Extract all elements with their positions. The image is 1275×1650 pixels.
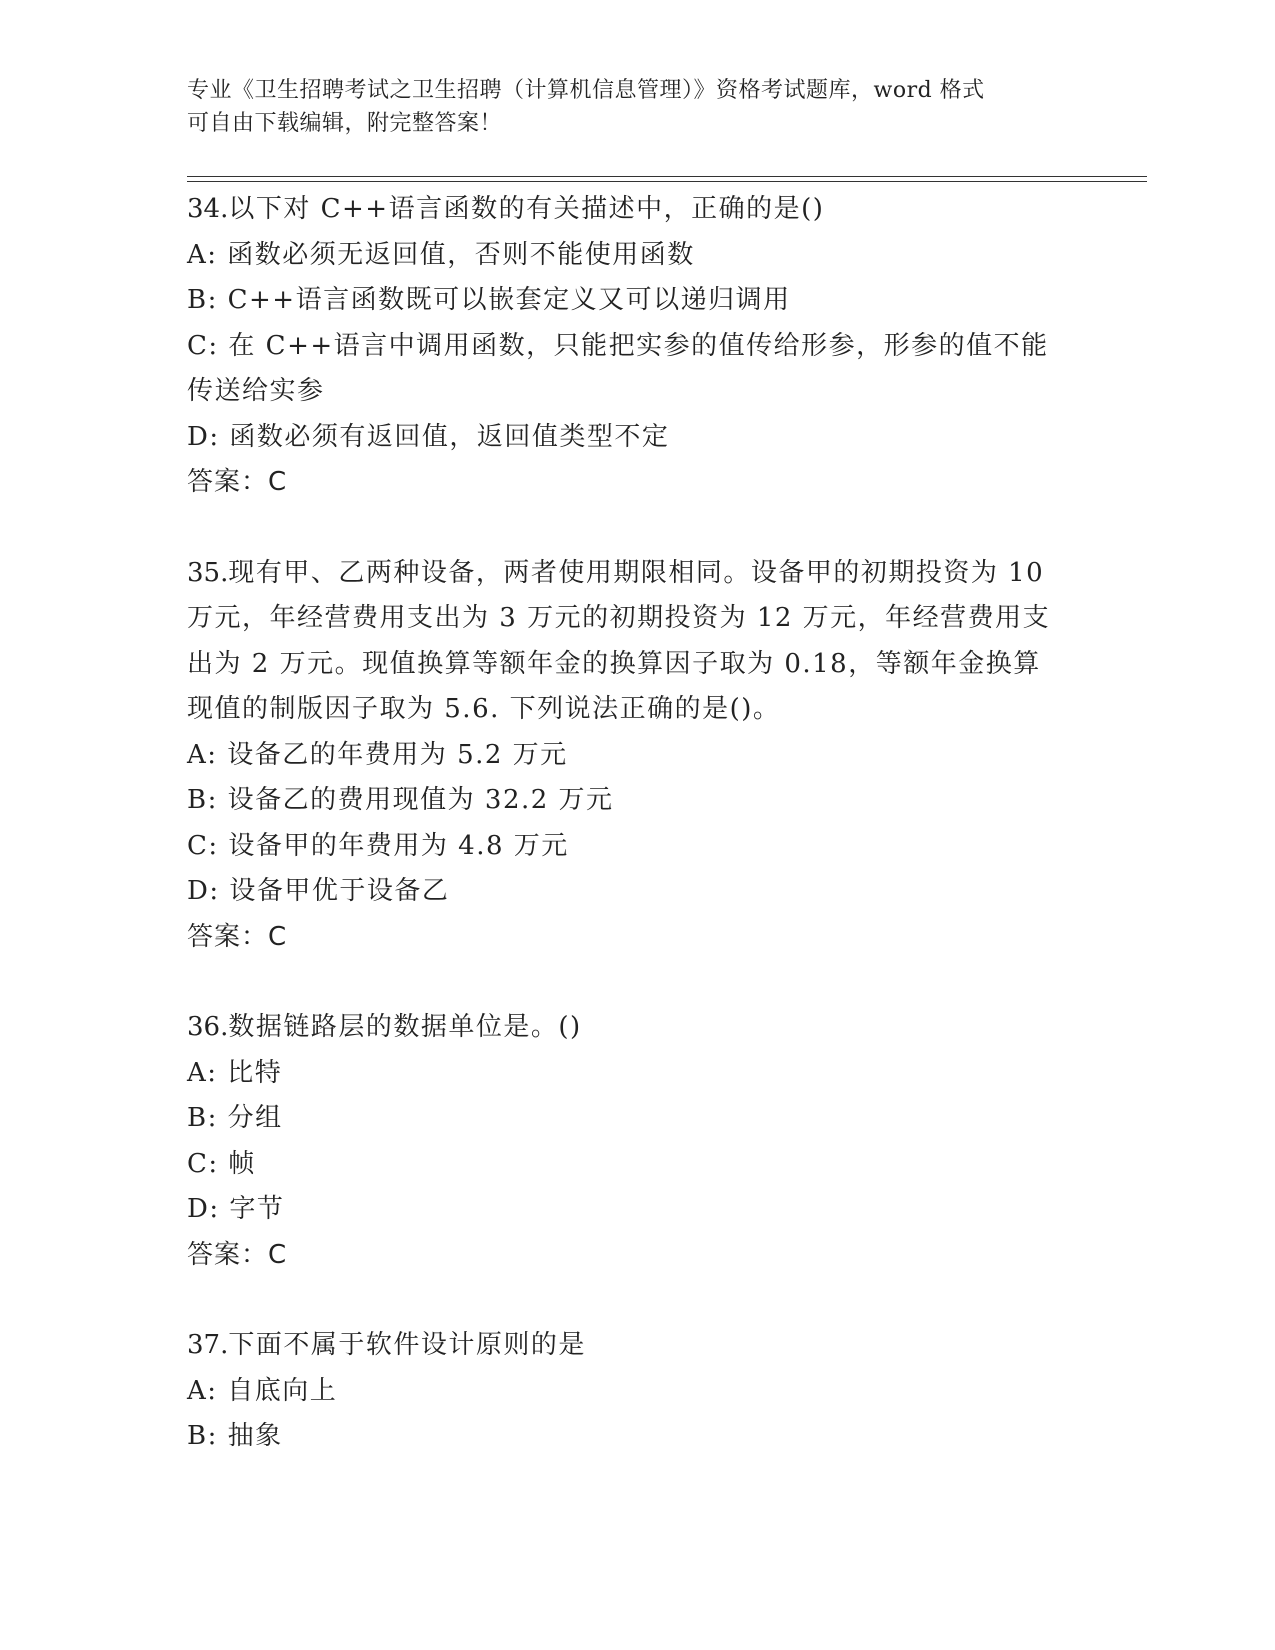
question-37 — [187, 1323, 1067, 1460]
option-c: C: 设备甲的年费用为 4.8 万元 — [187, 830, 569, 861]
question-number: 37. — [187, 1330, 229, 1360]
question-stem — [187, 187, 1067, 233]
option-a: A: 自底向上 — [187, 1375, 338, 1406]
option-d: D: 设备甲优于设备乙 — [187, 876, 450, 906]
question-text: 现有甲、乙两种设备，两者使用期限相同。设备甲的初期投资为 10 万元，年经营费用支出为 3 万元的初期投资为 12 万元，年经营费用支出为 2 万元。现值换算等额年金的换算因子取为 0.18，等额年金换算现值的制版因子取为 5.6. 下列说法正确的是()。 — [187, 557, 1051, 724]
question-number: 35. — [187, 557, 229, 588]
option-d: D: 字节 — [187, 1194, 285, 1224]
option-b: B: 抽象 — [187, 1421, 283, 1451]
question-text: 数据链路层的数据单位是。() — [228, 1012, 582, 1042]
question-text: 以下对 C++语言函数的有关描述中，正确的是() — [228, 194, 825, 224]
question-number: 36. — [187, 1012, 229, 1042]
option-a: A: 函数必须无返回值，否则不能使用函数 — [187, 239, 695, 270]
header-rule-bottom — [187, 181, 1147, 182]
header-rule-top — [187, 176, 1147, 177]
option-c: C: 帧 — [187, 1148, 256, 1179]
question-list — [187, 187, 1067, 1505]
header-line-1: 专业《卫生招聘考试之卫生招聘（计算机信息管理）》资格考试题库，word 格式 — [187, 78, 985, 103]
option-c: C: 在 C++语言中调用函数，只能把实参的值传给形参，形参的值不能传送给实参 — [187, 330, 1049, 406]
option-d: D: 函数必须有返回值，返回值类型不定 — [187, 421, 670, 452]
question-35 — [187, 551, 1067, 961]
option-b: B: 分组 — [187, 1103, 283, 1133]
document-header — [187, 74, 1067, 140]
header-line-2: 可自由下载编辑，附完整答案！ — [187, 111, 503, 136]
option-a: A: 设备乙的年费用为 5.2 万元 — [187, 739, 568, 770]
answer: 答案：C — [187, 1239, 288, 1270]
question-stem — [187, 1323, 1067, 1369]
answer: 答案：C — [187, 467, 288, 497]
question-34 — [187, 187, 1067, 506]
question-stem — [187, 1005, 1067, 1051]
option-a: A: 比特 — [187, 1057, 283, 1088]
answer: 答案：C — [187, 921, 288, 952]
question-stem — [187, 551, 1067, 733]
question-number: 34. — [187, 194, 229, 224]
question-36 — [187, 1005, 1067, 1278]
option-b: B: 设备乙的费用现值为 32.2 万元 — [187, 785, 614, 815]
question-text: 下面不属于软件设计原则的是 — [228, 1330, 586, 1360]
option-b: B: C++语言函数既可以嵌套定义又可以递归调用 — [187, 285, 791, 315]
